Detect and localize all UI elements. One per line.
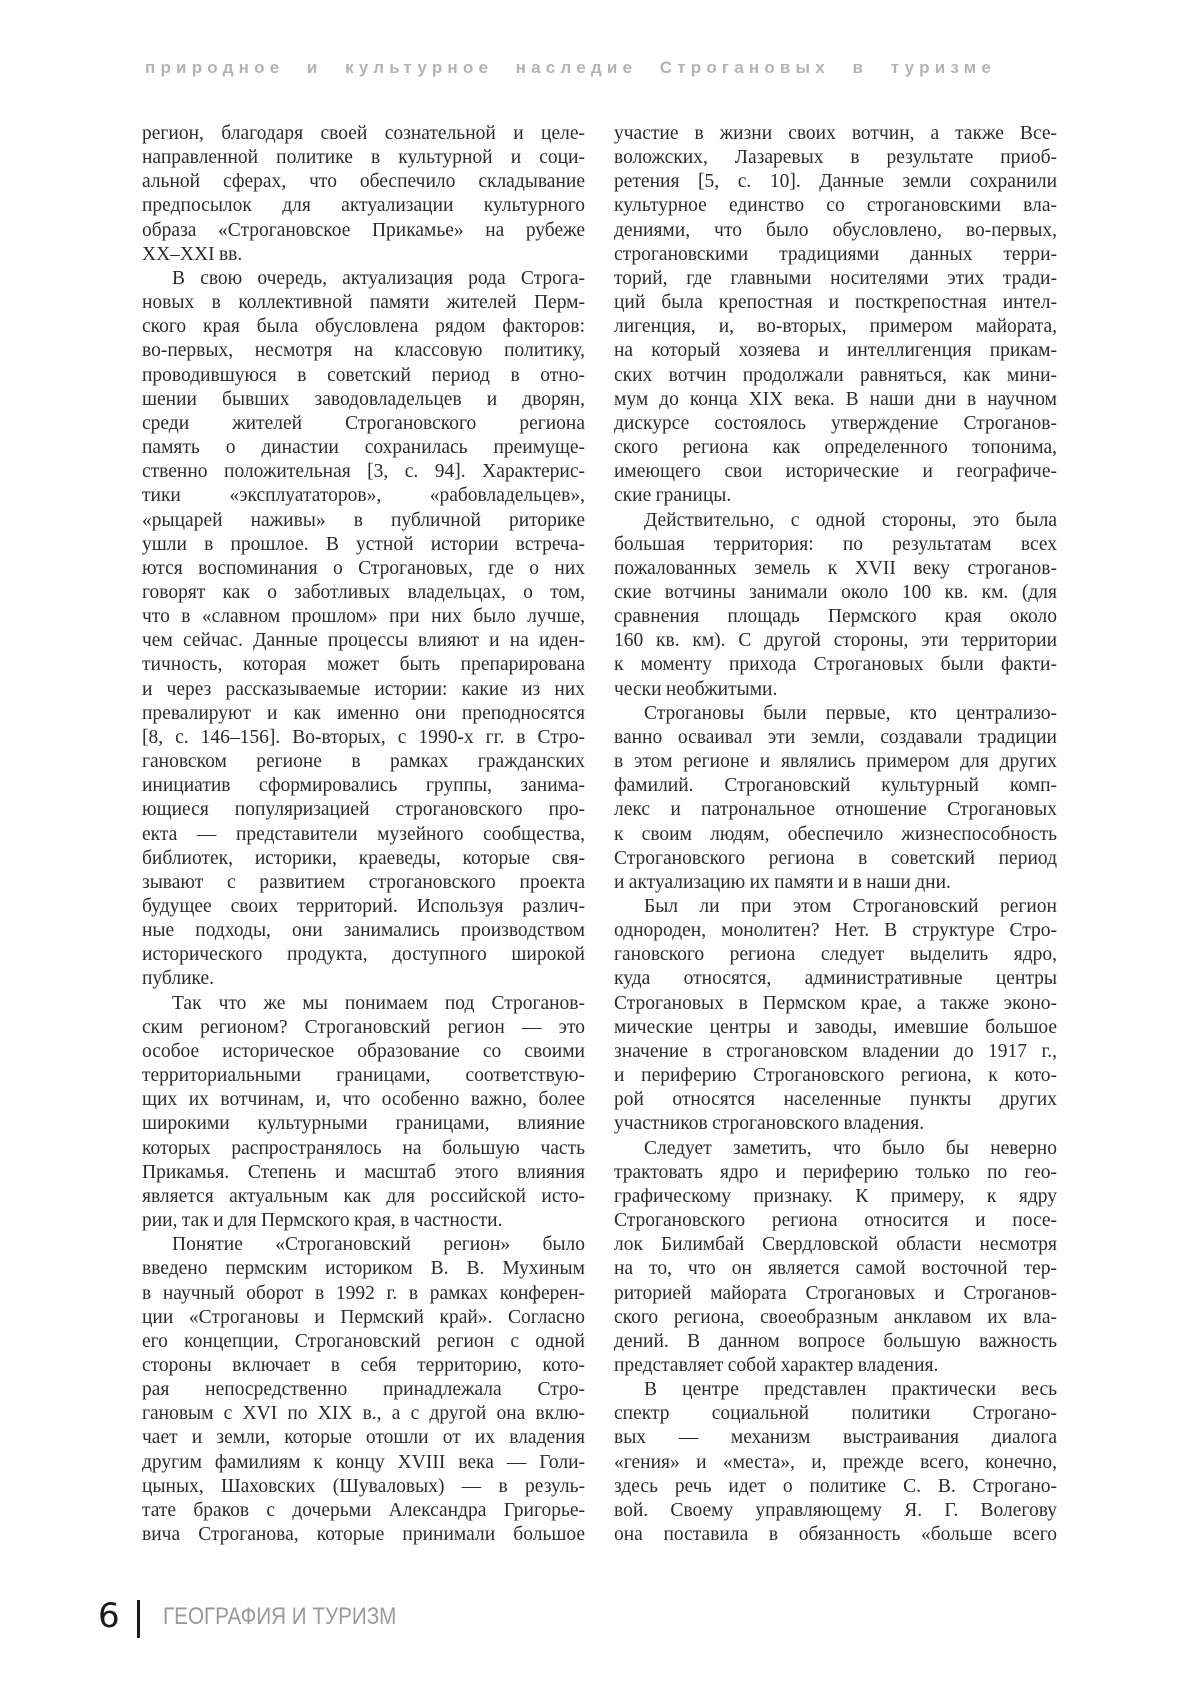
text-line: Строгановского региона относится и посе-: [614, 1209, 1057, 1233]
text-line: участие в жизни своих вотчин, а также Все-: [614, 122, 1057, 146]
text-line: направленной политике в культурной и соци-: [142, 146, 585, 170]
text-line: Прикамья. Степень и масштаб этого влияния: [142, 1161, 585, 1185]
text-line: имеющего свои исторические и географиче-: [614, 460, 1057, 484]
text-line: чает и земли, которые отошли от их владения: [142, 1426, 585, 1450]
text-line: рой относятся населенные пункты других: [614, 1088, 1057, 1112]
footer-divider: [137, 1600, 140, 1638]
text-line: ского региона как определенного топонима,: [614, 436, 1057, 460]
text-line: является актуальным как для российской исто-: [142, 1185, 585, 1209]
text-line: ские вотчины занимали около 100 кв. км. (для: [614, 581, 1057, 605]
page-number: 6: [98, 1596, 120, 1636]
text-line: Действительно, с одной стороны, это была: [614, 509, 1057, 533]
text-line: и через рассказываемые истории: какие из них: [142, 678, 585, 702]
text-line: публике.: [142, 967, 585, 991]
paragraph: [142, 1233, 585, 1547]
text-line: зывают с развитием строгановского проекта: [142, 871, 585, 895]
text-line: 160 кв. км). С другой стороны, эти территории: [614, 629, 1057, 653]
paragraph: [142, 992, 585, 1234]
text-line: гановского региона следует выделить ядро,: [614, 943, 1057, 967]
text-line: во-первых, несмотря на классовую политику,: [142, 339, 585, 363]
paragraph: [614, 1137, 1057, 1379]
text-line: библиотек, историки, краеведы, которые свя-: [142, 847, 585, 871]
text-line: графическому признаку. К примеру, к ядру: [614, 1185, 1057, 1209]
journal-title: ГЕОГРАФИЯ И ТУРИЗМ: [163, 1602, 396, 1632]
text-line: ушли в прошлое. В устной истории встреча-: [142, 533, 585, 557]
text-line: говорят как о заботливых владельцах, о том,: [142, 581, 585, 605]
text-line: «гения» и «места», и, прежде всего, конечно,: [614, 1451, 1057, 1475]
text-line: которых распространялось на большую часть: [142, 1137, 585, 1161]
text-line: ретения [5, с. 10]. Данные земли сохранили: [614, 170, 1057, 194]
text-line: ные подходы, они занимались производством: [142, 919, 585, 943]
text-line: дискурсе состоялось утверждение Строганов-: [614, 412, 1057, 436]
text-line: введено пермским историком В. В. Мухиным: [142, 1257, 585, 1281]
running-head: природное и культурное наследие Строгановых в туризме: [145, 56, 996, 80]
text-line: чески необжитыми.: [614, 678, 1057, 702]
text-line: ские границы.: [614, 484, 1057, 508]
paragraph: [614, 702, 1057, 895]
text-line: широкими культурными границами, влияние: [142, 1112, 585, 1136]
text-line: превалируют и как именно они преподносятся: [142, 702, 585, 726]
text-line: большая территория: по результатам всех: [614, 533, 1057, 557]
text-line: екта — представители музейного сообщества,: [142, 823, 585, 847]
text-line: она поставила в обязанность «больше всего: [614, 1523, 1057, 1547]
text-line: культурное единство со строгановскими вла-: [614, 194, 1057, 218]
text-line: [8, с. 146–156]. Во-вторых, с 1990-х гг. в Стро-: [142, 726, 585, 750]
text-line: проводившуюся в советский период в отно-: [142, 364, 585, 388]
text-line: ственно положительная [3, с. 94]. Характерис-: [142, 460, 585, 484]
text-line: ских вотчин продолжали равняться, как мини-: [614, 364, 1057, 388]
text-line: вых — механизм выстраивания диалога: [614, 1426, 1057, 1450]
text-line: Следует заметить, что было бы неверно: [614, 1137, 1057, 1161]
text-line: ются воспоминания о Строгановых, где о них: [142, 557, 585, 581]
text-line: территориальными границами, соответствую-: [142, 1064, 585, 1088]
text-line: щих их вотчинам, и, что особенно важно, более: [142, 1088, 585, 1112]
text-line: к моменту прихода Строгановых были факти-: [614, 653, 1057, 677]
text-line: ций была крепостная и посткрепостная интел-: [614, 291, 1057, 315]
text-line: здесь речь идет о политике С. В. Строгано-: [614, 1475, 1057, 1499]
text-line: значение в строгановском владении до 1917 г.,: [614, 1040, 1057, 1064]
text-line: торий, где главными носителями этих тради-: [614, 267, 1057, 291]
text-line: и периферию Строгановского региона, к кото-: [614, 1064, 1057, 1088]
text-line: альной сферах, что обеспечило складывание: [142, 170, 585, 194]
text-line: сравнения площадь Пермского края около: [614, 605, 1057, 629]
text-line: к своим людям, обеспечило жизнеспособность: [614, 823, 1057, 847]
paragraph: [614, 1378, 1057, 1547]
text-column-right: [614, 122, 1057, 1547]
paragraph: [614, 122, 1057, 509]
text-line: мические центры и заводы, имевшие большое: [614, 1016, 1057, 1040]
text-line: В свою очередь, актуализация рода Строга-: [142, 267, 585, 291]
text-line: память о династии сохранилась преимуще-: [142, 436, 585, 460]
text-line: Строгановых в Пермском крае, а также эконо-: [614, 992, 1057, 1016]
text-line: спектр социальной политики Строгано-: [614, 1402, 1057, 1426]
text-line: ции «Строгановы и Пермский край». Согласно: [142, 1306, 585, 1330]
text-line: цыных, Шаховских (Шуваловых) — в резуль-: [142, 1475, 585, 1499]
text-line: воложских, Лазаревых в результате приоб-: [614, 146, 1057, 170]
text-line: в этом регионе и являлись примером для других: [614, 750, 1057, 774]
text-line: тичность, которая может быть препарирована: [142, 653, 585, 677]
text-line: тате браков с дочерьми Александра Григорье-: [142, 1499, 585, 1523]
text-line: рая непосредственно принадлежала Стро-: [142, 1378, 585, 1402]
text-line: на то, что он является самой восточной тер-: [614, 1257, 1057, 1281]
text-line: ющиеся популяризацией строгановского про-: [142, 798, 585, 822]
text-line: ского региона, своеобразным анклавом их вла-: [614, 1306, 1057, 1330]
text-line: другим фамилиям к концу XVIII века — Голи-: [142, 1451, 585, 1475]
text-line: В центре представлен практически весь: [614, 1378, 1057, 1402]
text-line: однороден, монолитен? Нет. В структуре Стро-: [614, 919, 1057, 943]
text-line: мум до конца XIX века. В наши дни в научном: [614, 388, 1057, 412]
text-line: Строгановы были первые, кто централизо-: [614, 702, 1057, 726]
text-line: шении бывших заводовладельцев и дворян,: [142, 388, 585, 412]
text-line: лигенция, и, во-вторых, примером майората,: [614, 315, 1057, 339]
paragraph: [614, 509, 1057, 702]
text-line: тики «эксплуататоров», «рабовладельцев»,: [142, 484, 585, 508]
text-line: представляет собой характер владения.: [614, 1354, 1057, 1378]
paragraph: [142, 122, 585, 267]
text-line: новых в коллективной памяти жителей Перм-: [142, 291, 585, 315]
text-column-left: [142, 122, 585, 1547]
text-line: гановском регионе в рамках гражданских: [142, 750, 585, 774]
text-line: рии, так и для Пермского края, в частности.: [142, 1209, 585, 1233]
text-line: и актуализацию их памяти и в наши дни.: [614, 871, 1057, 895]
text-line: что в «славном прошлом» при них было лучше,: [142, 605, 585, 629]
text-line: фамилий. Строгановский культурный комп-: [614, 774, 1057, 798]
text-line: XX–XXI вв.: [142, 243, 585, 267]
text-line: среди жителей Строгановского региона: [142, 412, 585, 436]
text-line: предпосылок для актуализации культурного: [142, 194, 585, 218]
text-line: дений. В данном вопросе большую важность: [614, 1330, 1057, 1354]
text-line: регион, благодаря своей сознательной и целе-: [142, 122, 585, 146]
text-line: инициатив сформировались группы, занима-: [142, 774, 585, 798]
text-line: ванно осваивал эти земли, создавали традиции: [614, 726, 1057, 750]
text-line: на который хозяева и интеллигенция прикам-: [614, 339, 1057, 363]
text-line: дениями, что было обусловлено, во-первых,: [614, 219, 1057, 243]
text-line: трактовать ядро и периферию только по гео-: [614, 1161, 1057, 1185]
text-line: лекс и патрональное отношение Строгановых: [614, 798, 1057, 822]
text-line: пожалованных земель к XVII веку строганов-: [614, 557, 1057, 581]
text-line: Строгановского региона в советский период: [614, 847, 1057, 871]
paragraph: [614, 895, 1057, 1137]
text-line: в научный оборот в 1992 г. в рамках конферен-: [142, 1282, 585, 1306]
text-line: Был ли при этом Строгановский регион: [614, 895, 1057, 919]
text-line: Понятие «Строгановский регион» было: [142, 1233, 585, 1257]
text-line: Так что же мы понимаем под Строганов-: [142, 992, 585, 1016]
text-line: особое историческое образование со своими: [142, 1040, 585, 1064]
text-line: чем сейчас. Данные процессы влияют и на иден-: [142, 629, 585, 653]
text-line: образа «Строгановское Прикамье» на рубеже: [142, 219, 585, 243]
text-line: риторией майората Строгановых и Строганов-: [614, 1282, 1057, 1306]
text-line: «рыцарей наживы» в публичной риторике: [142, 509, 585, 533]
paragraph: [142, 267, 585, 992]
text-line: стороны включает в себя территорию, кото-: [142, 1354, 585, 1378]
text-line: вича Строганова, которые принимали большое: [142, 1523, 585, 1547]
text-line: его концепции, Строгановский регион с одной: [142, 1330, 585, 1354]
text-line: вой. Своему управляющему Я. Г. Волегову: [614, 1499, 1057, 1523]
text-line: гановым с XVI по XIX в., а с другой она вклю-: [142, 1402, 585, 1426]
text-line: участников строгановского владения.: [614, 1112, 1057, 1136]
text-line: строгановскими традициями данных терри-: [614, 243, 1057, 267]
text-line: исторического продукта, доступного широкой: [142, 943, 585, 967]
text-line: будущее своих территорий. Используя различ-: [142, 895, 585, 919]
text-line: лок Билимбай Свердловской области несмотря: [614, 1233, 1057, 1257]
text-line: куда относятся, административные центры: [614, 967, 1057, 991]
text-line: ским регионом? Строгановский регион — это: [142, 1016, 585, 1040]
text-line: ского края была обусловлена рядом факторов:: [142, 315, 585, 339]
